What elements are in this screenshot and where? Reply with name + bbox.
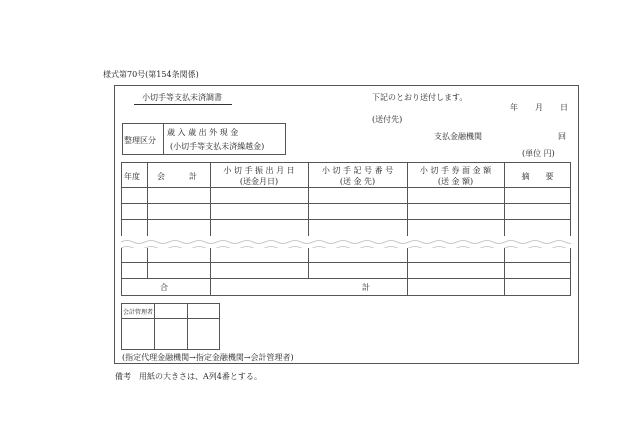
- header-bottom-line: [121, 187, 571, 188]
- total-row-line: [121, 278, 571, 279]
- wavy-break-icon: [121, 239, 571, 248]
- date-year: 年: [510, 103, 518, 112]
- header-amount-sub: (送 金 額): [437, 177, 474, 186]
- col-divider-amount: [504, 162, 505, 296]
- seal-mark: 回: [558, 132, 566, 141]
- row-line: [121, 203, 571, 204]
- header-account: 会 計: [157, 172, 197, 181]
- approval-label: 会計管理者: [123, 309, 154, 316]
- header-year: 年度: [124, 172, 140, 181]
- col-divider-year: [147, 162, 148, 278]
- classification-divider: [163, 123, 164, 155]
- date-day: 日: [560, 103, 568, 112]
- form-title: 小切手等支払未済調書: [142, 93, 222, 102]
- title-underline: [134, 104, 232, 105]
- note-text: 備考 用紙の大きさは、A列4番とする。: [115, 372, 262, 381]
- total-label-left: 合: [160, 283, 168, 292]
- sent-notice: 下記のとおり送付します。: [372, 93, 468, 102]
- approval-row-line: [121, 318, 220, 319]
- classification-label: 整理区分: [124, 136, 156, 145]
- date-month: 月: [535, 103, 543, 112]
- header-issue-date: 小 切 手 振 出 月 日: [223, 166, 295, 175]
- footer-flow: (指定代理金融機関→指定金融機関→会計管理者): [122, 353, 294, 362]
- header-amount: 小 切 手 券 面 金 額: [419, 166, 492, 175]
- classification-line2: (小切手等支払未済繰越金): [170, 142, 265, 151]
- classification-line1: 歳 入 歳 出 外 現 金: [167, 128, 239, 137]
- header-issue-date-sub: (送金月日): [239, 177, 279, 186]
- header-check-number-sub: (送 金 先): [339, 177, 376, 186]
- bank-label: 支払金融機関: [434, 132, 482, 141]
- header-remarks: 摘 要: [521, 172, 554, 181]
- approval-col-divider: [154, 303, 155, 350]
- row-line: [121, 219, 571, 220]
- header-check-number: 小 切 手 記 号 番 号: [321, 166, 394, 175]
- form-number: 様式第70号(第154条関係): [103, 70, 199, 79]
- unit-label: (単位 円): [522, 149, 555, 158]
- row-omission-break: [121, 236, 571, 248]
- approval-col-divider: [187, 303, 188, 350]
- row-line: [121, 262, 571, 263]
- recipient-label: (送付先): [372, 115, 403, 124]
- total-label-right: 計: [362, 283, 370, 292]
